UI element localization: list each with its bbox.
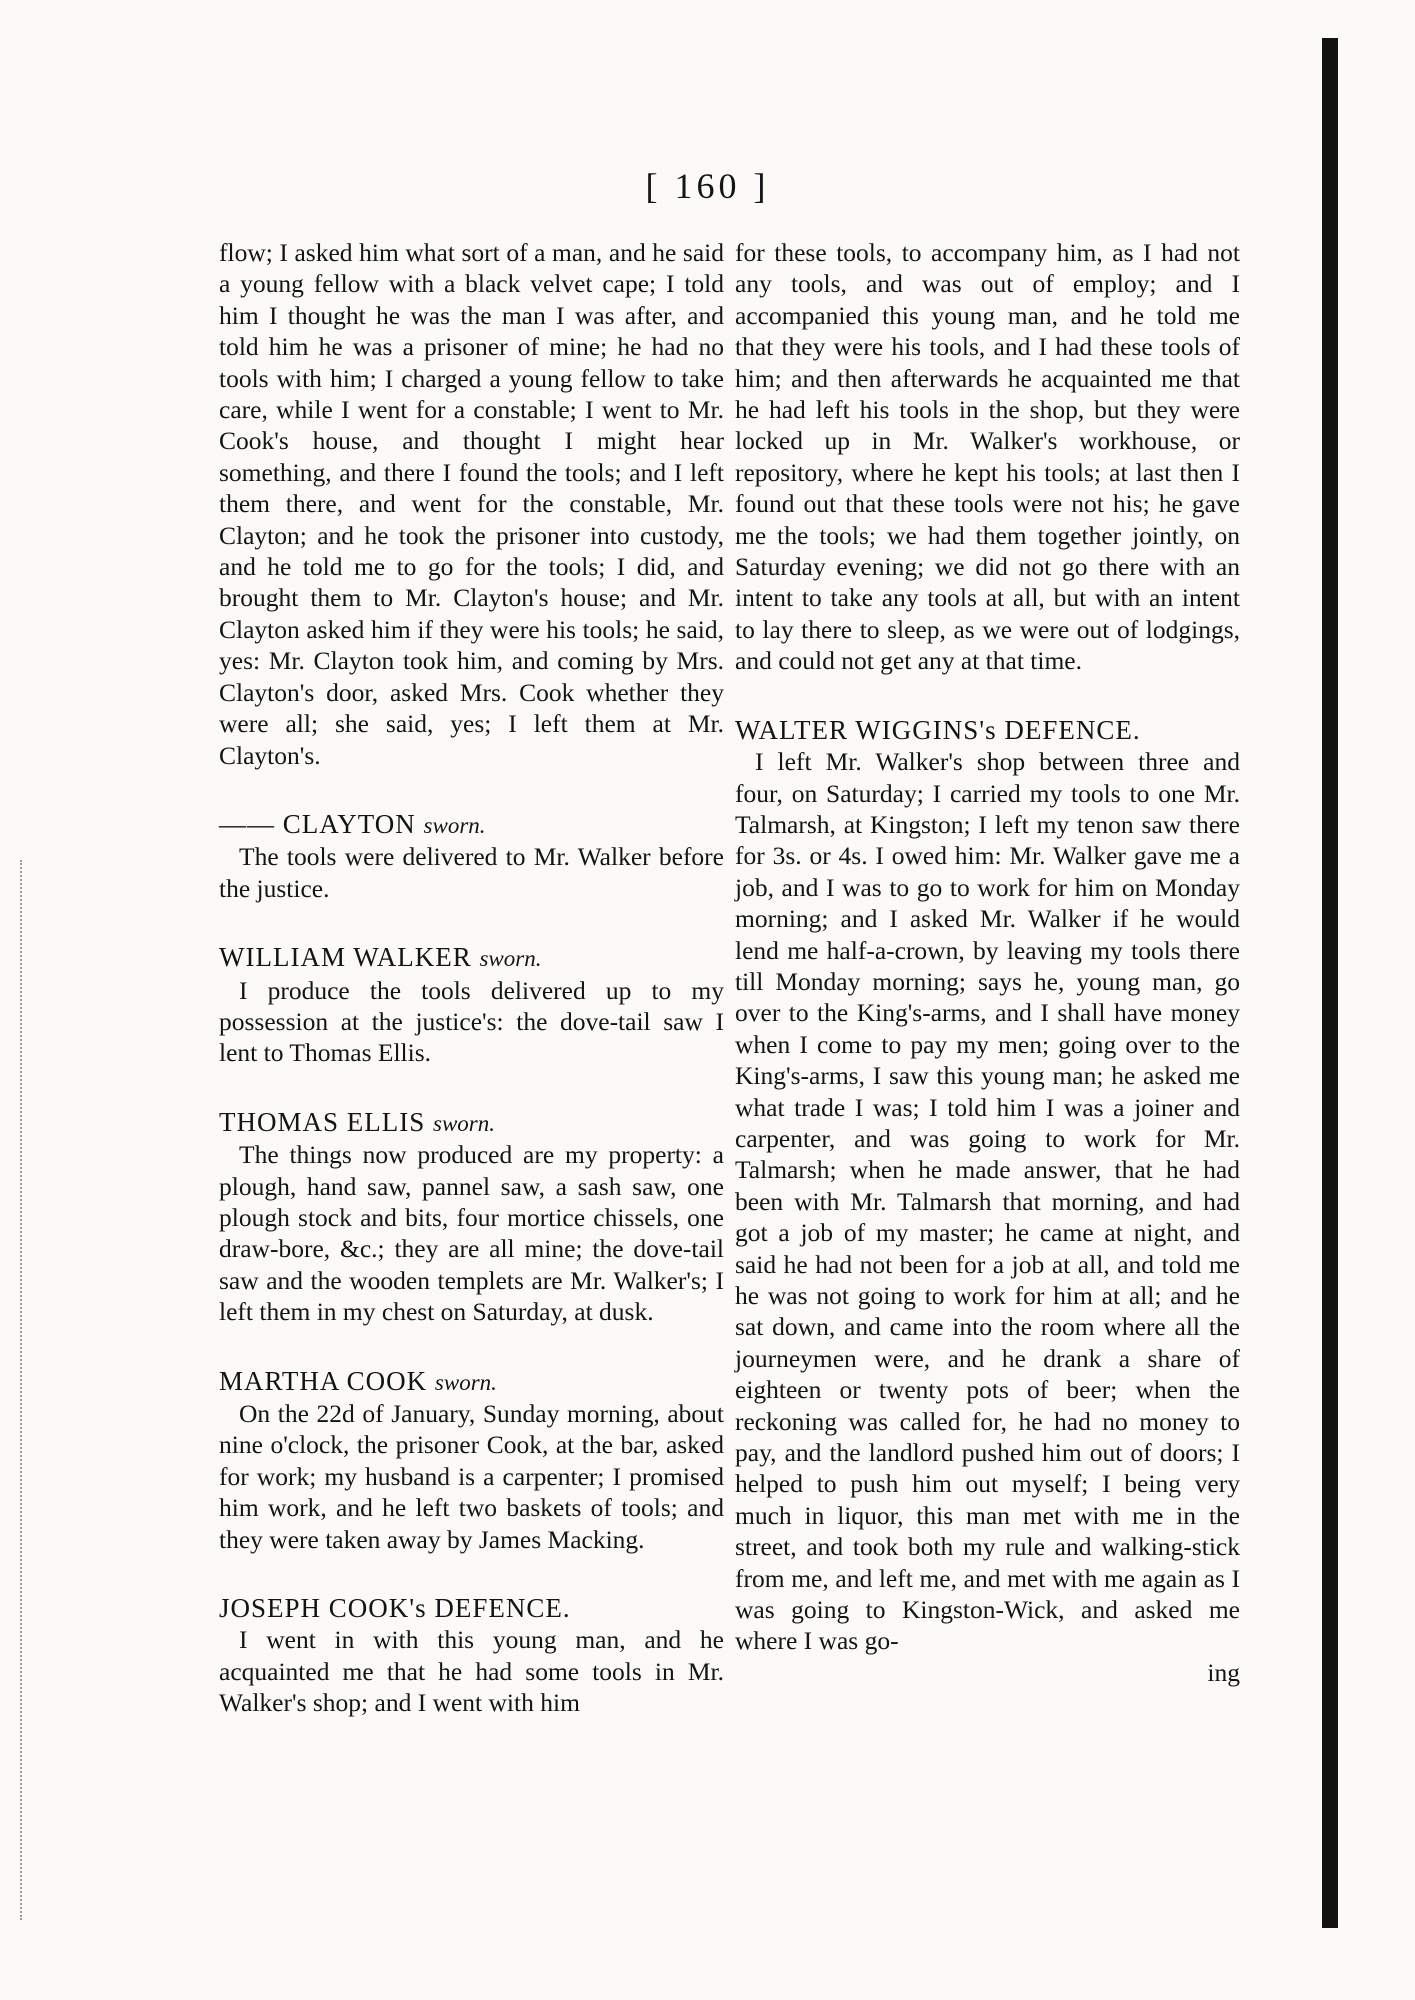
sworn-label: sworn. [423,812,486,838]
defence-heading-cook: JOSEPH COOK's DEFENCE. [219,1593,571,1624]
witness-heading-cook [219,1366,724,1398]
witness-name: —— CLAYTON [219,808,416,839]
paragraph: I produce the tools delivered up to my possession at the justice's: the dove-tail saw I lent to Thomas Ellis. [219,975,724,1068]
catchword: ing [1207,1657,1240,1687]
sworn-label: sworn. [433,1110,495,1136]
sworn-label: sworn. [434,1369,497,1395]
witness-name: MARTHA COOK [219,1365,428,1396]
paragraph: for these tools, to accompany him, as I had not any tools, and was out of employ; and I accompanied this young man, and he told me that they were his tools, and I had these tools of him; and then afterwards he acquainted me that he had left his tools in the shop, but they were locked up in Mr. Walker's workhouse, or repository, where he kept his tools; at last then I found out that these tools were not his; he gave me the tools; we had them together jointly, on Saturday evening; we did not go there with an intent to take any tools at all, but with an intent to lay there to sleep, as we were out of lodgings, and could not get any at that time. [735,238,1240,676]
sworn-label: sworn. [479,946,542,972]
page-number: [ 160 ] [645,166,770,206]
paragraph: I left Mr. Walker's shop between three and four, on Saturday; I carried my tools to one Mr. Talmarsh, at Kingston; I left my tenon saw there for 3s. or 4s. I owed him: Mr. Walker gave me a job, and I was to go to work for him on Monday morning; and I asked Mr. Walker if he would lend me half-a-crown, by leaving my tools there till Monday morning; says he, young man, go over to the King's-arms, and I shall have money when I come to pay my men; going over to the King's-arms, I saw this young man; he asked me what trade I was; I told him I was a joiner and carpenter, and was going to work for Mr. Talmarsh; when he made answer, that he had been with Mr. Talmarsh that morning, and had got a job of my master; he came at night, and said he had not been for a job at all, and told me he was not going to work for him at all; and he sat down, and came into the room where all the journeymen were, and he drank a share of eighteen or twenty pots of beer; when the reckoning was called for, he had no money to pay, and the landlord pushed him out of doors; I helped to push him out myself; I being very much in liquor, this man met with me in the street, and took both my rule and walking-stick from me, and left me, and met with me again as I was going to Kingston-Wick, and asked me where I was go- [735,747,1240,1656]
gutter-marks [20,860,32,1920]
paragraph: flow; I asked him what sort of a man, and he said a young fellow with a black velvet cape; I told him I thought he was the man I was after, and told him he was a prisoner of mine; he had no tools with him; I charged a young fellow to take care, while I went for a constable; I went to Mr. Cook's house, and thought I might hear something, and there I found the tools; and I left them there, and went for the constable, Mr. Clayton; and he took the prisoner into custody, and he told me to go for the tools; I did, and brought them to Mr. Clayton's house; and Mr. Clayton asked him if they were his tools; he said, yes: Mr. Clayton took him, and coming by Mrs. Clayton's door, asked Mrs. Cook whether they were all; she said, yes; I left them at Mr. Clayton's. [219,238,724,770]
left-column [219,237,724,1719]
paragraph: I went in with this young man, and he acquainted me that he had some tools in Mr. Walker's shop; and I went with him [219,1625,724,1718]
witness-name: WILLIAM WALKER [219,942,472,973]
witness-heading-walker [219,942,724,974]
witness-heading-clayton [219,809,724,841]
paragraph: The tools were delivered to Mr. Walker before the justice. [219,842,724,903]
right-column [735,237,1240,1687]
witness-heading-ellis [219,1107,724,1139]
paragraph: The things now produced are my property: a plough, hand saw, pannel saw, a sash saw, one plough stock and bits, four mortice chissels, one draw-bore, &c.; they are all mine; the dove-tail saw and the wooden templets are Mr. Walker's; I left them in my chest on Saturday, at dusk. [219,1140,724,1327]
paragraph: On the 22d of January, Sunday morning, about nine o'clock, the prisoner Cook, at the bar, asked for work; my husband is a carpenter; I promised him work, and he left two baskets of tools; and they were taken away by James Macking. [219,1399,724,1554]
scan-edge-shadow [1322,38,1338,1928]
defence-heading-wiggins: WALTER WIGGINS's DEFENCE. [735,714,1141,745]
witness-name: THOMAS ELLIS [219,1106,426,1137]
